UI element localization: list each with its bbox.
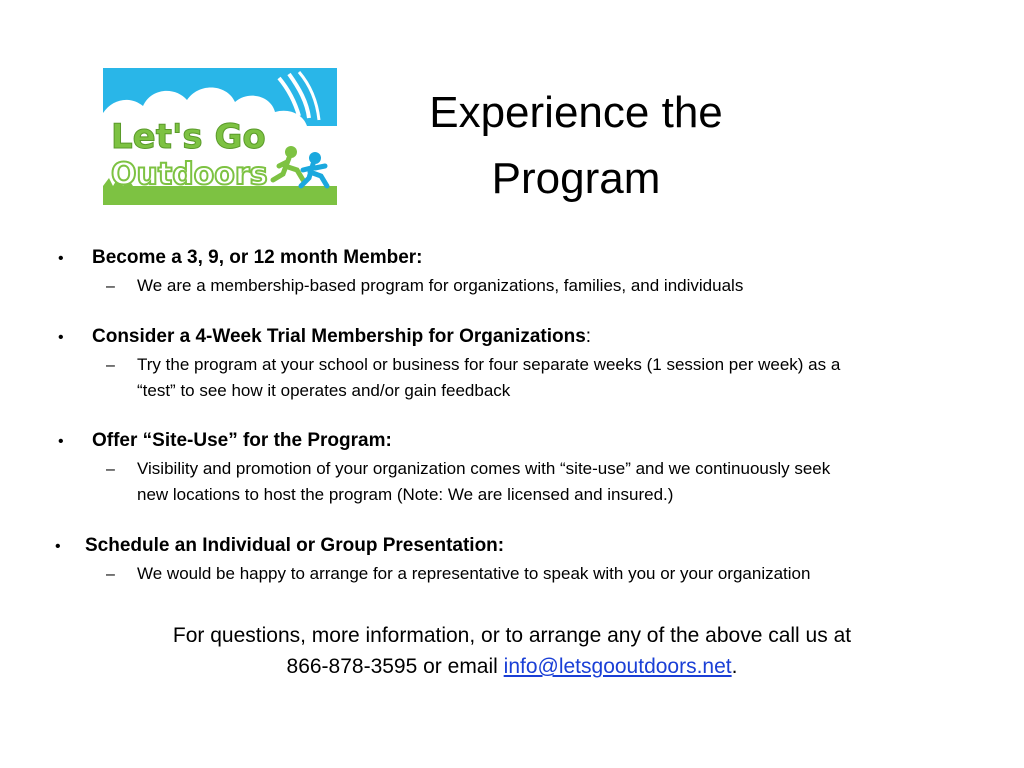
title-line-2: Program [491,154,661,203]
bullet-heading-text: Become a 3, 9, or 12 month Member: [92,247,423,268]
sub-bullet-trial-text [137,352,840,404]
sub-bullet-presentation-text [137,561,810,587]
sub-bullet-line: new locations to host the program (Note: We are licensed and insured.) [137,485,674,504]
sub-bullet-marker: – [106,357,115,374]
bullet-marker: • [58,433,64,450]
email-link[interactable]: info@letsgooutdoors.net [503,655,732,678]
title-line-1: Experience the [429,88,723,137]
sub-bullet-marker: – [106,278,115,295]
bullet-heading-site-use [92,430,392,452]
sub-bullet-line: We are a membership-based program for organizations, families, and individuals [137,276,744,295]
sub-bullet-line: Visibility and promotion of your organization comes with “site-use” and we continuously seek [137,459,831,478]
footer-line-2-suffix: . [731,655,738,678]
footer-line-1: For questions, more information, or to arrange any of the above call us at [172,624,852,647]
bullet-heading-presentation [85,535,504,557]
bullet-marker: • [58,250,64,267]
footer-phone-text: 866-878-3595 or email [286,655,504,678]
sub-bullet-site-use-text [137,456,830,508]
bullet-marker: • [58,329,64,346]
sub-bullet-line: “test” to see how it operates and/or gain feedback [137,381,511,400]
sub-bullet-marker: – [106,461,115,478]
bullet-heading-membership [92,247,423,269]
sub-bullet-line: We would be happy to arrange for a representative to speak with you or your organization [137,564,811,583]
bullet-heading-text: Schedule an Individual or Group Presentation: [85,535,505,556]
sub-bullet-marker: – [106,566,115,583]
bullet-heading-text: Consider a 4-Week Trial Membership for Organizations [92,326,586,347]
footer-line-2 [60,651,964,682]
bullet-marker: • [55,538,61,555]
logo-text-line1: Let's Go [111,117,266,157]
contact-footer [60,620,964,682]
sub-bullet-membership-text [137,273,743,299]
logo-text-line2: Outdoors [111,157,268,192]
bullet-heading-suffix: : [585,326,592,347]
bullet-heading-trial [92,326,591,348]
sub-bullet-line: Try the program at your school or business for four separate weeks (1 session per week) as a [137,355,841,374]
bullet-heading-text: Offer “Site-Use” for the Program: [92,430,392,451]
